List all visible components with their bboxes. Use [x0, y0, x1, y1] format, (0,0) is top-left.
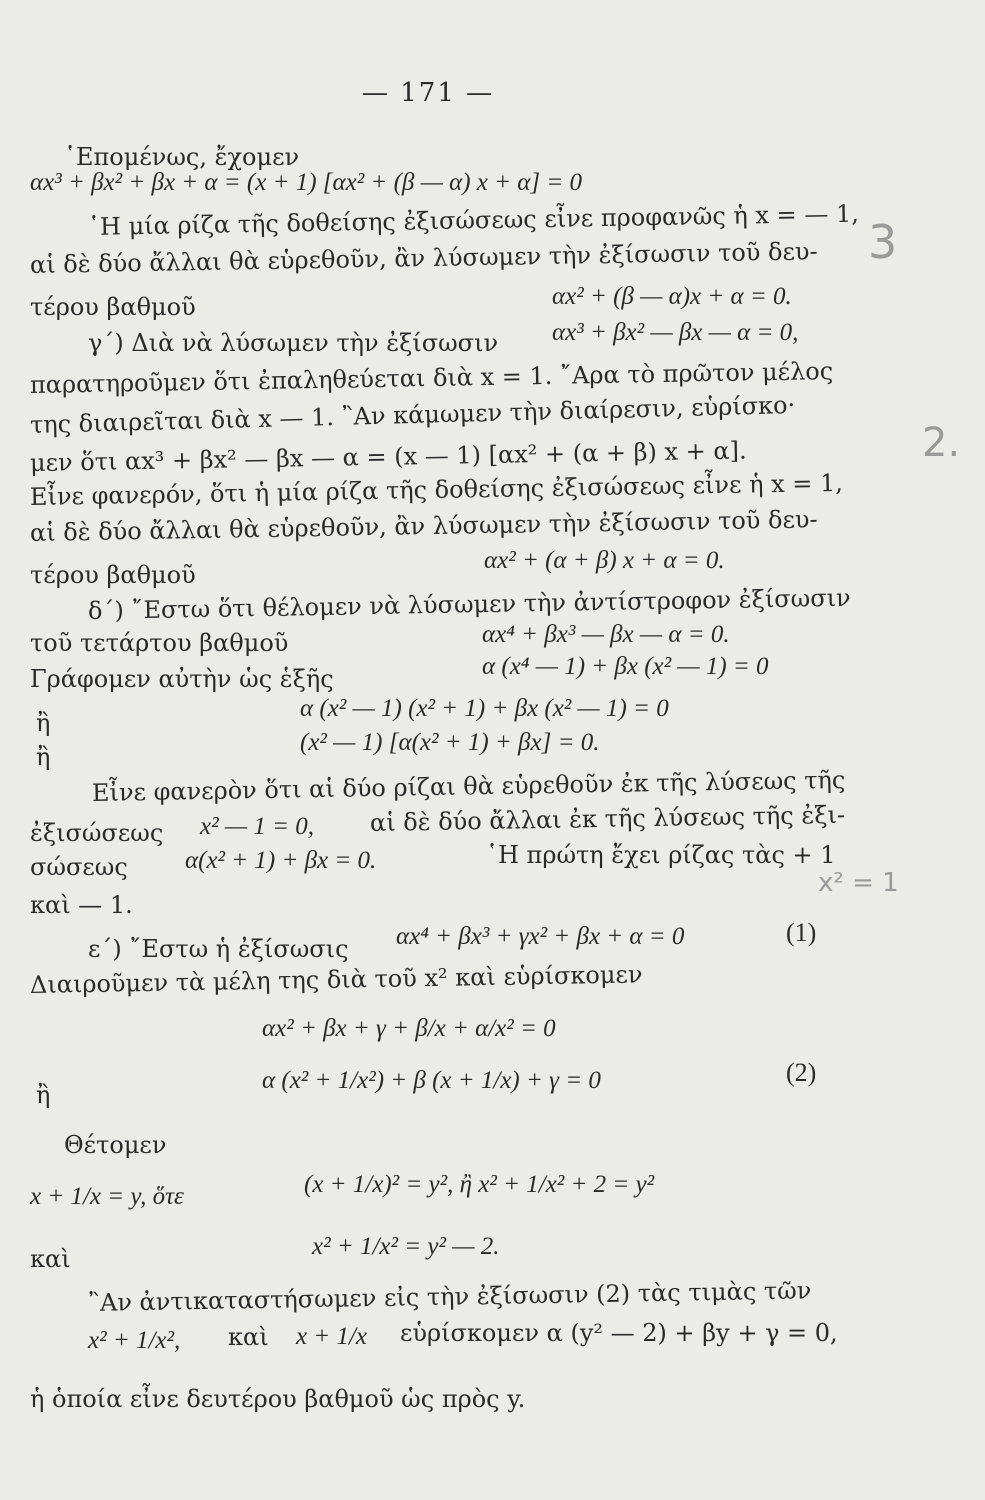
text-line: ἐξισώσεως: [30, 819, 164, 847]
text-line: ἢ: [36, 709, 51, 737]
equation-line: x² — 1 = 0,: [200, 813, 314, 840]
page-number: — 171 —: [362, 78, 495, 108]
text-line: τοῦ τετάρτου βαθμοῦ: [30, 629, 289, 657]
equation-line: αx³ + βx² — βx — α = 0,: [552, 319, 799, 346]
equation-line: αx² + (β — α)x + α = 0.: [552, 283, 792, 310]
text-line: σώσεως: [30, 853, 128, 881]
text-line: τέρου βαθμοῦ: [30, 293, 196, 321]
equation-line: x² + 1/x²,: [88, 1327, 181, 1354]
text-line: καὶ — 1.: [30, 891, 133, 919]
text-line: Θέτομεν: [64, 1131, 167, 1159]
equation-line: (x² — 1) [α(x² + 1) + βx] = 0.: [300, 729, 600, 756]
text-line: μεν ὅτι αx³ + βx² — βx — α = (x — 1) [αx² + (α + β) x + α].: [29, 436, 747, 477]
equation-line: α (x² + 1/x²) + β (x + 1/x) + γ = 0: [262, 1067, 601, 1094]
equation-number: (1): [786, 918, 817, 947]
equation-line: α(x² + 1) + βx = 0.: [185, 847, 377, 874]
equation-number: (2): [786, 1058, 817, 1087]
equation-line: αx² + βx + γ + β/x + α/x² = 0: [262, 1015, 556, 1042]
text-line: Εἶνε φανερὸν ὅτι αἱ δύο ρίζαι θὰ εὑρεθοῦν ἐκ τῆς λύσεως τῆς: [91, 765, 846, 807]
text-line: Διαιροῦμεν τὰ μέλη της διὰ τοῦ x² καὶ εὑρίσκομεν: [29, 960, 643, 999]
text-line: ῾Επομένως, ἔχομεν: [64, 143, 300, 171]
text-line: αἱ δὲ δύο ἄλλαι θὰ εὑρεθοῦν, ἂν λύσωμεν τὴν ἐξίσωσιν τοῦ δευ-: [29, 505, 818, 547]
equation-line: x + 1/x: [296, 1323, 368, 1350]
text-line: καὶ: [228, 1323, 269, 1351]
text-line: αἱ δὲ δύο ἄλλαι ἐκ τῆς λύσεως τῆς ἐξι-: [369, 800, 846, 837]
text-line: εὑρίσκομεν α (y² — 2) + βy + γ = 0,: [400, 1319, 838, 1347]
margin-note-2: 2.: [922, 420, 961, 466]
equation-line: (x + 1/x)² = y², ἢ x² + 1/x² + 2 = y²: [304, 1171, 655, 1198]
text-line: ε΄) ῎Εστω ἡ ἐξίσωσις: [88, 935, 349, 963]
text-line: ῾Η μία ρίζα τῆς δοθείσης ἐξισώσεως εἶνε προφανῶς ἡ x = — 1,: [87, 199, 860, 241]
text-line: παρατηροῦμεν ὅτι ἐπαληθεύεται διὰ x = 1. ῎Αρα τὸ πρῶτον μέλος: [29, 356, 834, 399]
text-line: ἡ ὁποία εἶνε δευτέρου βαθμοῦ ὡς πρὸς y.: [30, 1385, 526, 1413]
text-line: ῍Αν ἀντικαταστήσωμεν εἰς τὴν ἐξίσωσιν (2) τὰς τιμὰς τῶν: [87, 1276, 812, 1317]
text-line: αἱ δὲ δύο ἄλλαι θὰ εὑρεθοῦν, ἂν λύσωμεν τὴν ἐξίσωσιν τοῦ δευ-: [29, 237, 818, 279]
text-line: καὶ: [30, 1245, 71, 1273]
text-line: δ΄) ῎Εστω ὅτι θέλομεν νὰ λύσωμεν τὴν ἀντίστροφον ἐξίσωσιν: [87, 583, 851, 625]
text-line: της διαιρεῖται διὰ x — 1. ῍Αν κάμωμεν τὴν διαίρεσιν, εὑρίσκο·: [29, 390, 796, 439]
equation-line: αx³ + βx² + βx + α = (x + 1) [αx² + (β — α) x + α] = 0: [30, 169, 582, 196]
text-line: τέρου βαθμοῦ: [30, 561, 196, 589]
text-line: ῾Η πρώτη ἔχει ρίζας τὰς + 1: [486, 841, 836, 869]
text-line: Εἶνε φανερόν, ὅτι ἡ μία ρίζα τῆς δοθείσης ἐξισώσεως εἶνε ἡ x = 1,: [29, 468, 844, 511]
equation-line: αx⁴ + βx³ — βx — α = 0.: [482, 621, 730, 648]
text-line: ἢ: [36, 743, 51, 771]
equation-line: α (x⁴ — 1) + βx (x² — 1) = 0: [482, 653, 769, 680]
margin-note-3: 3: [868, 215, 898, 269]
text-line: ἢ: [36, 1081, 51, 1109]
text-line: γ΄) Διὰ νὰ λύσωμεν τὴν ἐξίσωσιν: [88, 329, 499, 357]
equation-line: x² + 1/x² = y² — 2.: [312, 1233, 500, 1260]
equation-line: α (x² — 1) (x² + 1) + βx (x² — 1) = 0: [300, 695, 669, 722]
equation-line: αx² + (α + β) x + α = 0.: [484, 547, 725, 574]
equation-line: αx⁴ + βx³ + γx² + βx + α = 0: [396, 923, 685, 950]
text-line: Γράφομεν αὐτὴν ὡς ἑξῆς: [30, 665, 334, 693]
equation-line: x + 1/x = y, ὅτε: [30, 1183, 184, 1210]
margin-note-x2: x² = 1: [818, 868, 899, 898]
